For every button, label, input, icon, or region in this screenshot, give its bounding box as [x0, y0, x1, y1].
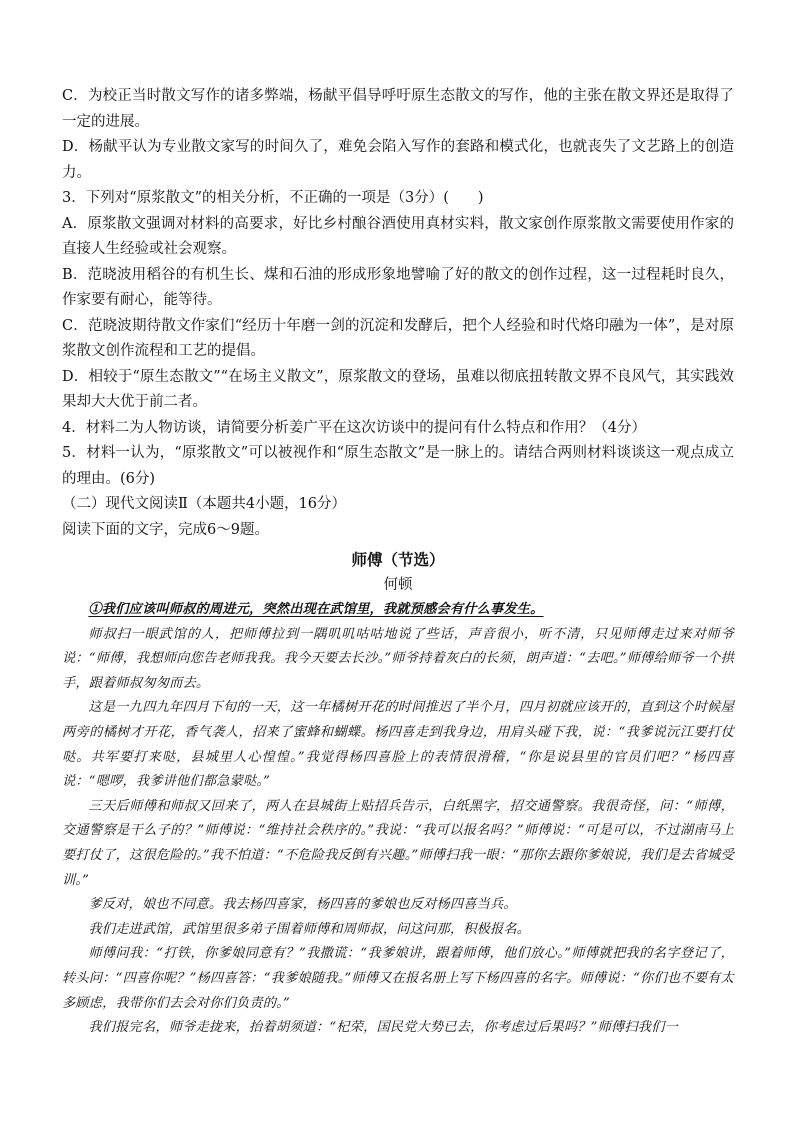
story-paragraph: 师叔扫一眼武馆的人，把师傅拉到一隅叽叽咕咕地说了些话，声音很小，听不清，只见师傅走过来对师爷说：“师傅，我想师向您告老师我我。我今天要去长沙。”师爷持着灰白的长须，朗声道：“去吧。”师傅给师爷一个拱手，跟着师叔匆匆而去。 — [62, 626, 734, 691]
q3-option-b: B．范晓波用稻谷的有机生长、煤和石油的形成形象地譬喻了好的散文的创作过程，这一过程耗时良久，作家要有耐心，能等待。 — [62, 266, 734, 308]
story-author: 何顿 — [383, 577, 413, 593]
story-paragraph: ①我们应该叫师叔的周进元，突然出现在武馆里，我就预感会有什么事发生。 — [88, 602, 544, 617]
q3-option-c: C．范晓波期待散文作家们“经历十年磨一剑的沉淀和发酵后，把个人经验和时代烙印融为一体”，是对原浆散文创作流程和工艺的提倡。 — [62, 317, 734, 359]
story-paragraph: 这是一九四九年四月下旬的一天，这一年橘树开花的时间推迟了半个月，四月初就应该开的，直到这个时候屋两旁的橘树才开花，香气袭人，招来了蜜蜂和蝴蝶。杨四喜走到我身边，用肩头碰下我，说：“我爹说沅江要打仗哒。共军要打来哒，县城里人心惶惶。”我觉得杨四喜脸上的表情很滑稽，“你是说县里的官员们吧？”杨四喜说：“嗯啰，我爹讲他们都急蒙哒。” — [62, 700, 734, 790]
option-c-text: C．为校正当时散文写作的诸多弊端，杨献平倡导呼吁原生态散文的写作，他的主张在散文界还是取得了一定的进展。 — [62, 88, 734, 130]
question-4: 4．材料二为人物访谈，请简要分析姜广平在这次访谈中的提问有什么特点和作用？（4分） — [62, 419, 646, 436]
question-5: 5．材料一认为，“原浆散文”可以被视作和“原生态散文”是一脉上的。请结合两则材料谈谈这一观点成立的理由。(6分) — [62, 445, 734, 487]
q3-option-d: D．相较于“原生态散文”“在场主义散文”，原浆散文的登场，虽难以彻底扭转散文界不良风气，其实践效果却大大优于前二者。 — [62, 368, 734, 410]
questions-section — [62, 84, 734, 543]
reading-instruction: 阅读下面的文字，完成6～9题。 — [62, 521, 269, 538]
question-3: 3．下列对“原浆散文”的相关分析，不正确的一项是（3分）( ) — [62, 190, 484, 206]
story-paragraph: 爹反对，娘也不同意。我去杨四喜家，杨四喜的爹娘也反对杨四喜当兵。 — [88, 897, 517, 913]
section-heading: （二）现代文阅读Ⅱ（本题共4小题，16分） — [62, 496, 347, 512]
story-title: 师傅（节选） — [351, 550, 445, 569]
story-body — [62, 598, 734, 1041]
story-paragraph: 师傅问我：“打铁，你爹娘同意有？”我撒谎：“我爹娘讲，跟着师傅，他们放心。”师傅就把我的名字登记了，转头问：“四喜你呢？”杨四喜答：“我爹娘随我。”师傅又在报名册上写下杨四喜的名字。师傅说：“你们也不要有太多顾虑，我带你们去会对你们负责的。” — [62, 946, 734, 1011]
story-paragraph: 我们报完名，师爷走拢来，抬着胡须道：“杞荣，国民党大势已去，你考虑过后果吗？”师傅扫我们一 — [88, 1020, 678, 1036]
document-page — [62, 84, 734, 1041]
story-paragraph: 三天后师傅和师叔又回来了，两人在县城街上贴招兵告示，白纸黑字，招交通警察。我很奇怪，问：“师傅，交通警察是干么子的？”师傅说：“维持社会秩序的。”我说：“我可以报名吗？”师傅说：“可是可以，不过湖南马上要打仗了，这很危险的。”我不怕道：“不危险我反倒有兴趣。”师傅扫我一眼：“那你去跟你爹娘说，我们是去省城受训。” — [62, 798, 734, 888]
q3-option-a: A．原浆散文强调对材料的高要求，好比乡村酿谷酒使用真材实料，散文家创作原浆散文需要使用作家的直接人生经验或社会观察。 — [62, 215, 734, 257]
story-paragraph: 我们走进武馆，武馆里很多弟子围着师傅和周师叔，问这问那，积极报名。 — [88, 921, 531, 937]
option-d-text: D．杨献平认为专业散文家写的时间久了，难免会陷入写作的套路和模式化，也就丧失了文艺路上的创造力。 — [62, 139, 734, 181]
